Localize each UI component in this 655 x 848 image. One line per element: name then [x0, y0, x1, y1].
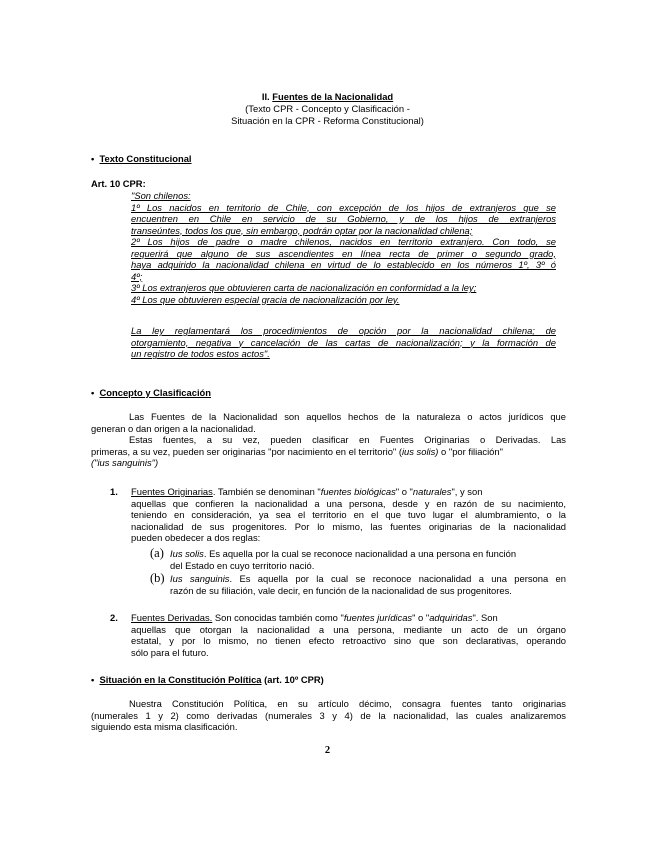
item-line: aquellas que otorgan la nacionalidad a una persona, mediante un acto de un órgano — [131, 623, 566, 635]
page-title — [0, 91, 655, 102]
sub-line: Ius solis. Es aquella por la cual se reconoce nacionalidad a una persona en función — [170, 548, 517, 559]
paragraph-1 — [91, 411, 566, 434]
sub-line: del Estado en cuyo territorio nació. — [170, 559, 315, 571]
item-fuentes-derivadas — [131, 612, 566, 658]
item-line: sólo para el futuro. — [131, 646, 209, 658]
sub-b-label: (b) — [150, 571, 165, 585]
article-line: 1º Los nacidos en territorio de Chile, con excepción de los hijos de extranjeros que se — [131, 201, 556, 213]
paragraph-line: Estas fuentes, a su vez, pueden clasificar en Fuentes Originarias o Derivadas. Las — [129, 434, 566, 445]
paragraph-line: ("ius sanguinis") — [91, 457, 159, 468]
bullet-icon: • — [91, 387, 95, 398]
paragraph-3 — [91, 698, 566, 733]
item-number: 1. — [110, 486, 118, 497]
paragraph-line: Nuestra Constitución Política, en su artículo décimo, consagra fuentes tanto originarias — [129, 698, 566, 709]
closing-line: otorgamiento, negativa y cancelación de las cartas de nacionalización; y la formación de — [131, 336, 556, 348]
closing-line: La ley reglamentará los procedimientos de opción por la nacionalidad chilena; de — [131, 325, 556, 336]
article-closing — [131, 325, 556, 360]
article-label: Art. 10 CPR: — [91, 178, 146, 189]
section-heading-text: Concepto y Clasificación — [99, 387, 211, 398]
article-line: transeúntes, todos los que, sin embargo, podrán optar por la nacionalidad chilena; — [131, 224, 473, 236]
paragraph-line: primeras, a su vez, pueden ser originarias "por nacimiento en el territorio" (ius solis) o "por filiación" — [91, 445, 503, 457]
item-line: nacionalidad de sus progenitores. Por lo mismo, las fuentes originarias de la nacionalidad — [131, 520, 566, 532]
item-line: aquellas que confieren la nacionalidad a una persona, desde y en razón de su nacimiento, — [131, 497, 566, 509]
item-first-line: Fuentes Originarias. También se denominan "fuentes biológicas" o "naturales", y son — [131, 486, 483, 497]
subtitle-line-2: Situación en la CPR - Reforma Constitucional) — [231, 115, 424, 126]
title-text: Fuentes de la Nacionalidad — [272, 91, 394, 102]
item-line: pueden obedecer a dos reglas: — [131, 532, 261, 543]
sub-line: Ius sanguinis. Es aquella por la cual se reconoce nacionalidad a una persona en — [170, 573, 566, 584]
paragraph-line: (numerales 1 y 2) como derivadas (numerales 3 y 4) de la nacionalidad, las cuales analizaremos — [91, 709, 566, 721]
paragraph-line: siguiendo esta misma clasificación. — [91, 721, 238, 732]
section-heading-text: Situación en la Constitución Política — [99, 674, 262, 685]
subtitle-line-1: (Texto CPR - Concepto y Clasificación - — [245, 103, 410, 114]
paragraph-2 — [91, 434, 566, 469]
bullet-icon: • — [91, 674, 95, 685]
paragraph-line: generan o dan origen a la nacionalidad. — [91, 422, 256, 434]
section-heading-text: Texto Constitucional — [99, 153, 192, 164]
section-heading-texto — [91, 153, 192, 164]
article-line: haya adquirido la nacionalidad chilena en virtud de lo establecido en los números 1º, 3º ó — [131, 259, 556, 270]
sub-line: razón de su filiación, vale decir, en función de la nacionalidad de sus progenitores. — [170, 584, 512, 596]
sub-a-label: (a) — [150, 546, 164, 560]
article-line: 4º; — [131, 270, 143, 282]
item-line: teniendo en consideración, ya sea el territorio en el que tuvo lugar el alumbramiento, o la — [131, 509, 566, 520]
article-line: 4º Los que obtuvieren especial gracia de nacionalización por ley. — [131, 293, 400, 305]
article-line: "Son chilenos: — [131, 190, 191, 201]
sub-item-ius-sanguinis — [170, 573, 566, 596]
item-title: Fuentes Derivadas. — [131, 612, 213, 623]
page-number: 2 — [324, 745, 331, 756]
closing-line: un registro de todos estos actos". — [131, 348, 270, 359]
section-heading-concepto — [91, 387, 211, 398]
article-line: 2º Los hijos de padre o madre chilenos, nacidos en territorio extranjero. Con todo, se — [131, 236, 556, 247]
section-heading-situacion — [91, 674, 324, 685]
title-prefix: II. — [261, 91, 270, 102]
item-fuentes-originarias — [131, 486, 566, 544]
bullet-icon: • — [91, 153, 95, 164]
article-line: encuentren en Chile en servicio de su Gobierno, y de los hijos de extranjeros — [131, 213, 556, 224]
article-text — [131, 190, 556, 305]
sub-item-ius-solis — [170, 548, 566, 571]
article-line: requerirá que alguno de sus ascendientes en línea recta de primer o segundo grado, — [131, 247, 556, 259]
section-heading-suffix: (art. 10º CPR) — [261, 674, 324, 685]
item-title: Fuentes Originarias — [131, 486, 213, 497]
paragraph-line: Las Fuentes de la Nacionalidad son aquellos hechos de la naturaleza o actos jurídicos que — [129, 411, 566, 422]
item-number: 2. — [110, 612, 118, 623]
item-first-line: Fuentes Derivadas. Son conocidas también como "fuentes jurídicas" o "adquiridas". Son — [131, 612, 498, 623]
item-line: estatal, y por lo mismo, no tienen efecto retroactivo sino que son declarativas, operando — [131, 635, 566, 646]
article-line: 3º Los extranjeros que obtuvieren carta de nacionalización en conformidad a la ley; — [131, 282, 477, 293]
